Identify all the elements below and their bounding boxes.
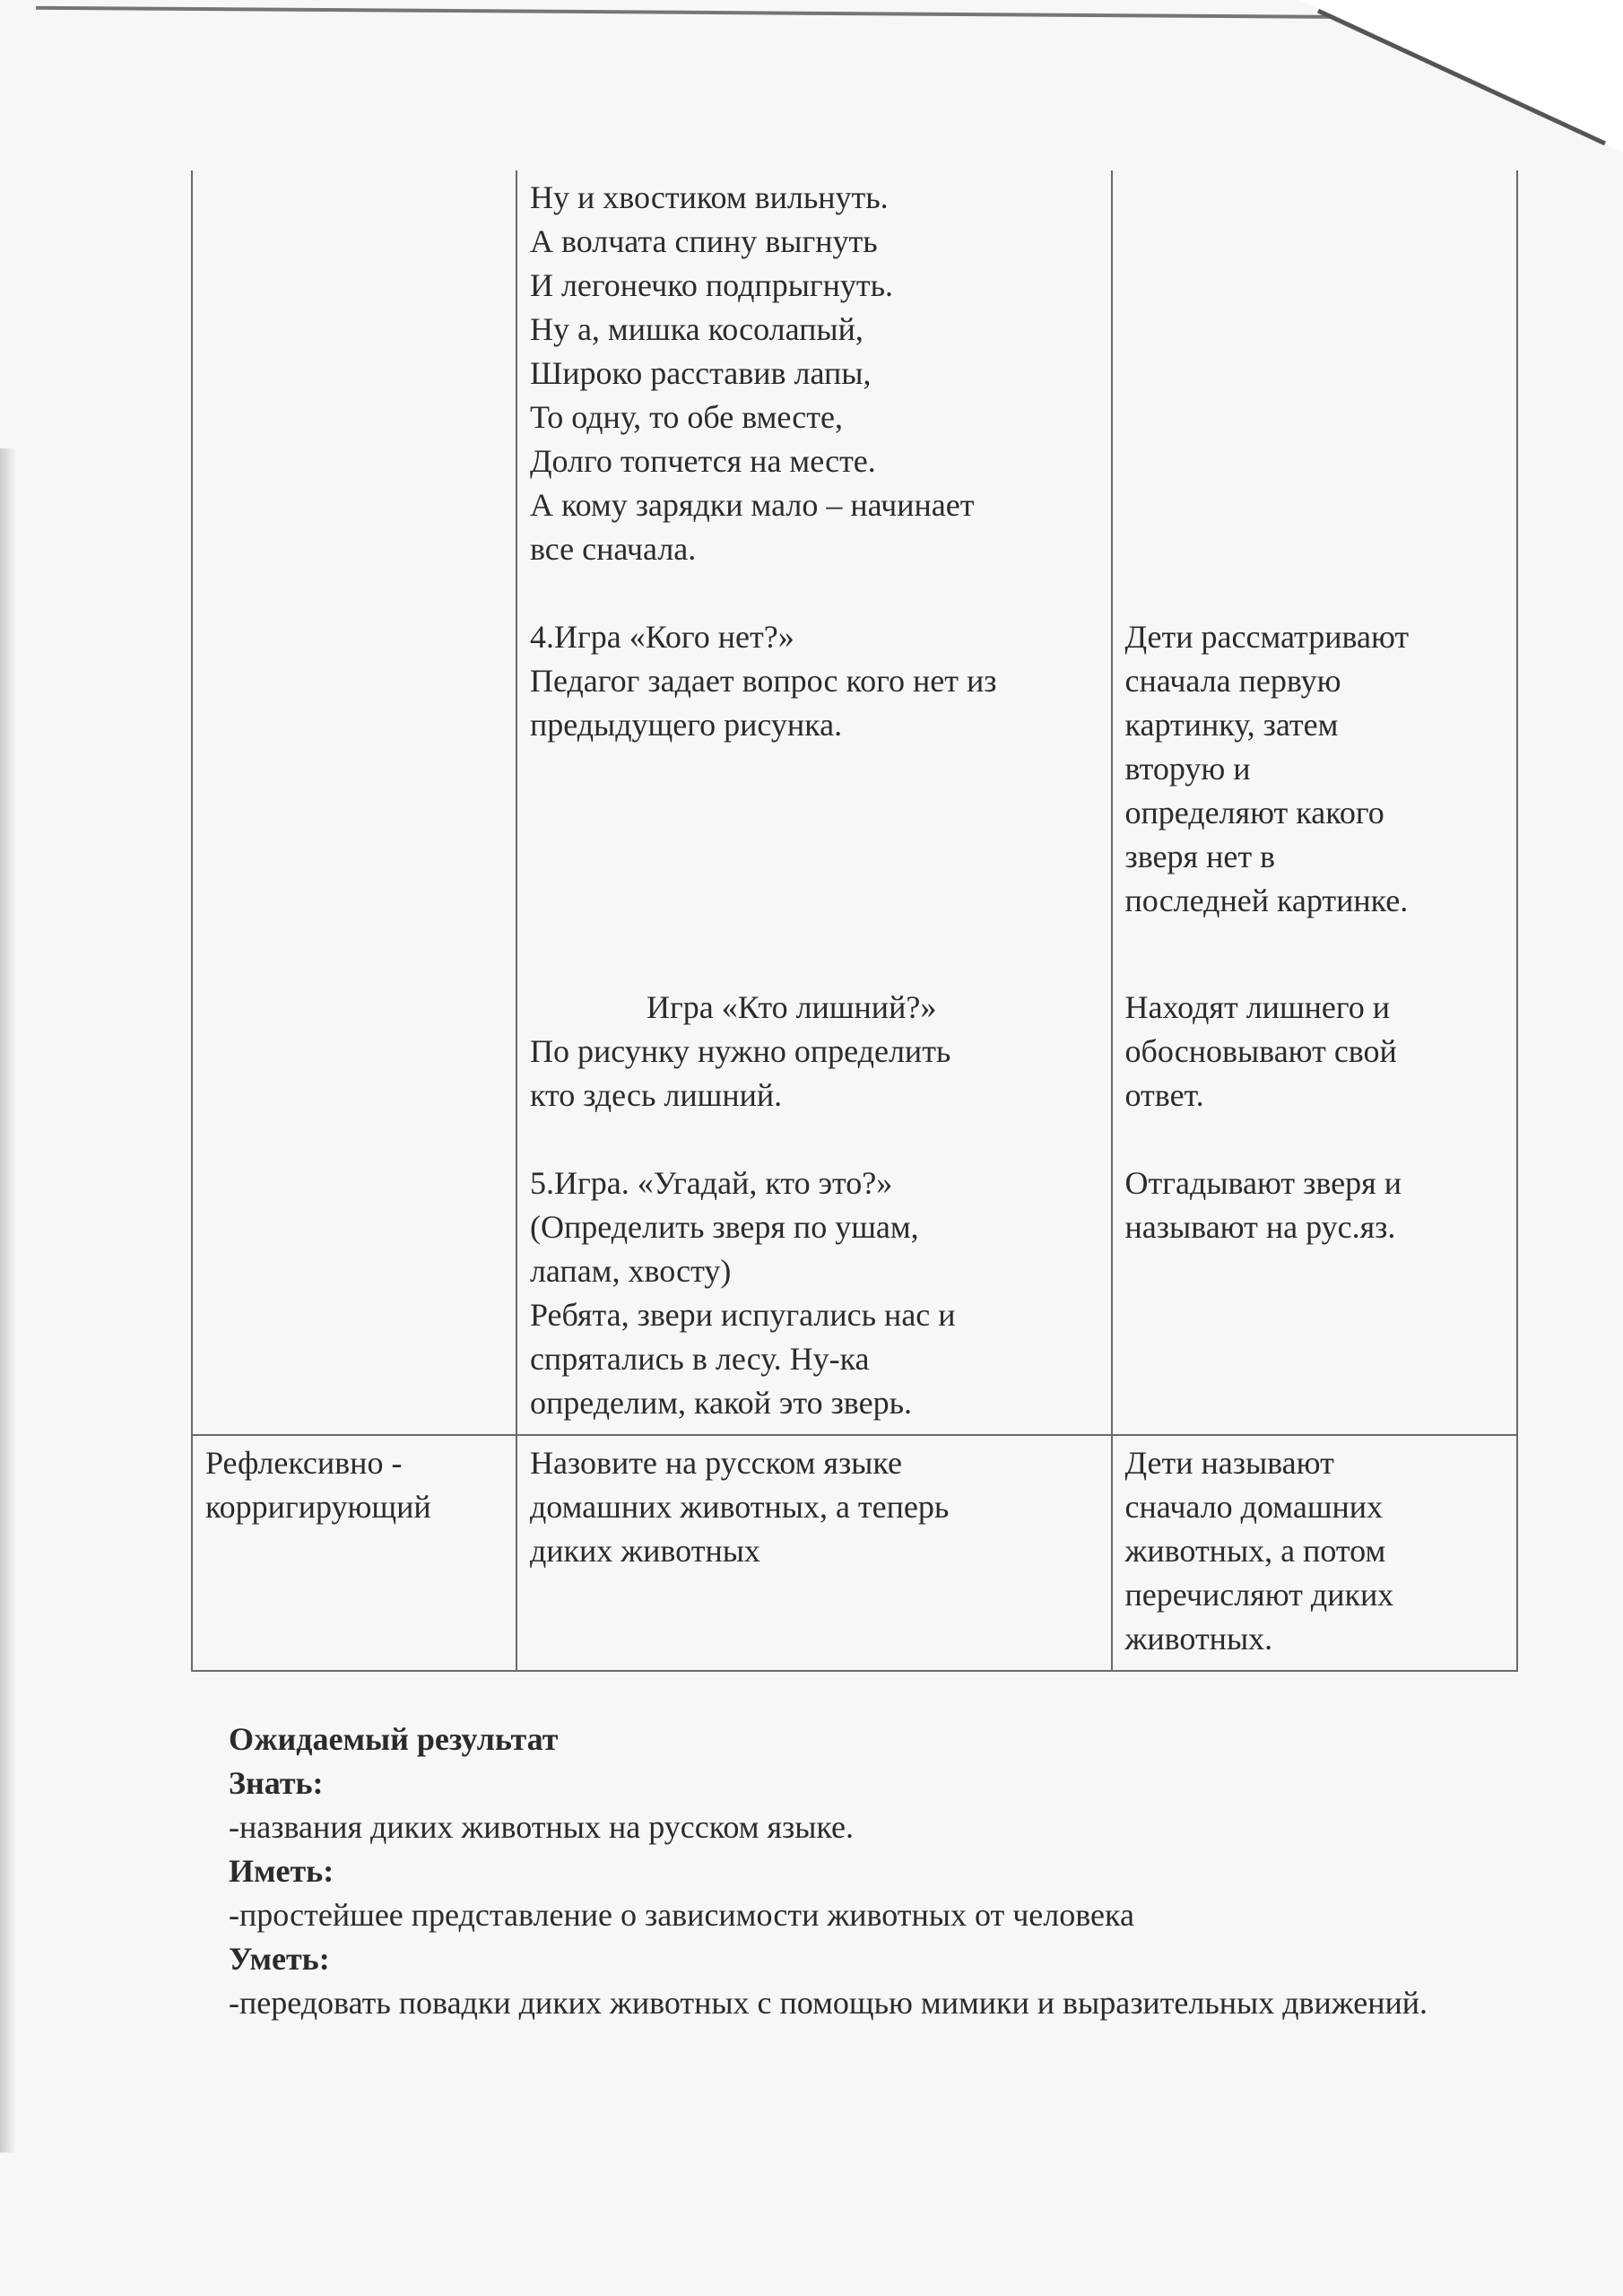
kids-line: ответ. xyxy=(1124,1077,1204,1113)
kids-line: Дети рассматривают xyxy=(1124,619,1410,655)
can-label: Уметь: xyxy=(229,1941,330,1977)
teacher-line: Педагог задает вопрос кого нет из xyxy=(529,663,997,699)
teacher-line: Долго топчется на месте. xyxy=(529,443,876,479)
teacher-line: Ну и хвостиком вильнуть. xyxy=(529,179,889,215)
teacher-line: 5.Игра. «Угадай, кто это?» xyxy=(529,1165,893,1201)
teacher-line: все сначала. xyxy=(529,531,697,567)
teacher-line: спрятались в лесу. Ну-ка xyxy=(529,1341,870,1377)
teacher-line: кто здесь лишний. xyxy=(529,1077,783,1113)
kids-line: сначало домашних xyxy=(1124,1489,1384,1525)
know-text: -названия диких животных на русском языке. xyxy=(229,1809,855,1845)
teacher-game-title: Игра «Кто лишний?» xyxy=(646,989,937,1025)
have-label: Иметь: xyxy=(229,1853,334,1889)
teacher-line: 4.Игра «Кого нет?» xyxy=(529,619,794,655)
teacher-line: Ребята, звери испугались нас и xyxy=(529,1297,956,1333)
kids-line: Дети называют xyxy=(1124,1445,1334,1481)
kids-line: животных, а потом xyxy=(1124,1533,1386,1569)
teacher-line: Ну а, мишка косолапый, xyxy=(529,311,864,347)
result-heading: Ожидаемый результат xyxy=(229,1721,559,1757)
teacher-line: И легонечко подпрыгнуть. xyxy=(529,267,894,303)
teacher-line: Широко расставив лапы, xyxy=(529,355,872,391)
teacher-line: Назовите на русском языке xyxy=(529,1445,902,1481)
teacher-line: (Определить зверя по ушам, xyxy=(529,1209,919,1245)
teacher-line: По рисунку нужно определить xyxy=(529,1033,951,1069)
stage-cell xyxy=(192,170,516,1435)
kids-line: называют на рус.яз. xyxy=(1124,1209,1396,1245)
teacher-line: А кому зарядки мало – начинает xyxy=(529,487,975,523)
teacher-cell xyxy=(516,170,1112,1435)
teacher-line: лапам, хвосту) xyxy=(529,1253,732,1289)
stage-line: Рефлексивно - xyxy=(205,1445,403,1481)
stage-cell xyxy=(192,1435,516,1671)
kids-cell xyxy=(1112,1435,1517,1671)
kids-line: зверя нет в xyxy=(1124,839,1276,874)
can-text: -передовать повадки диких животных с помощью мимики и выразительных движений. xyxy=(229,1985,1428,2021)
teacher-line: диких животных xyxy=(529,1533,760,1569)
teacher-line: домашних животных, а теперь xyxy=(529,1489,950,1525)
table-row xyxy=(192,1435,1517,1671)
table-row xyxy=(192,170,1517,1435)
stage-line: корригирующий xyxy=(205,1489,431,1525)
teacher-line: определим, какой это зверь. xyxy=(529,1385,912,1421)
expected-result-section xyxy=(229,1718,1520,2025)
kids-line: последней картинке. xyxy=(1124,883,1409,918)
kids-line: картинку, затем xyxy=(1124,707,1339,743)
kids-line: определяют какого xyxy=(1124,795,1384,831)
kids-cell xyxy=(1112,170,1517,1435)
lesson-table xyxy=(191,170,1518,1672)
kids-line: обосновывают свой xyxy=(1124,1033,1397,1069)
kids-line: перечисляют диких xyxy=(1124,1577,1394,1613)
kids-line: вторую и xyxy=(1124,751,1251,787)
teacher-line: А волчата спину выгнуть xyxy=(529,223,878,259)
know-label: Знать: xyxy=(229,1765,324,1801)
teacher-cell xyxy=(516,1435,1112,1671)
kids-line: животных. xyxy=(1124,1621,1273,1657)
kids-line: сначала первую xyxy=(1124,663,1341,699)
kids-line: Отгадывают зверя и xyxy=(1124,1165,1402,1201)
have-text: -простейшее представление о зависимости животных от человека xyxy=(229,1897,1134,1933)
kids-line: Находят лишнего и xyxy=(1124,989,1391,1025)
teacher-line: То одну, то обе вместе, xyxy=(529,399,843,435)
teacher-line: предыдущего рисунка. xyxy=(529,707,843,743)
